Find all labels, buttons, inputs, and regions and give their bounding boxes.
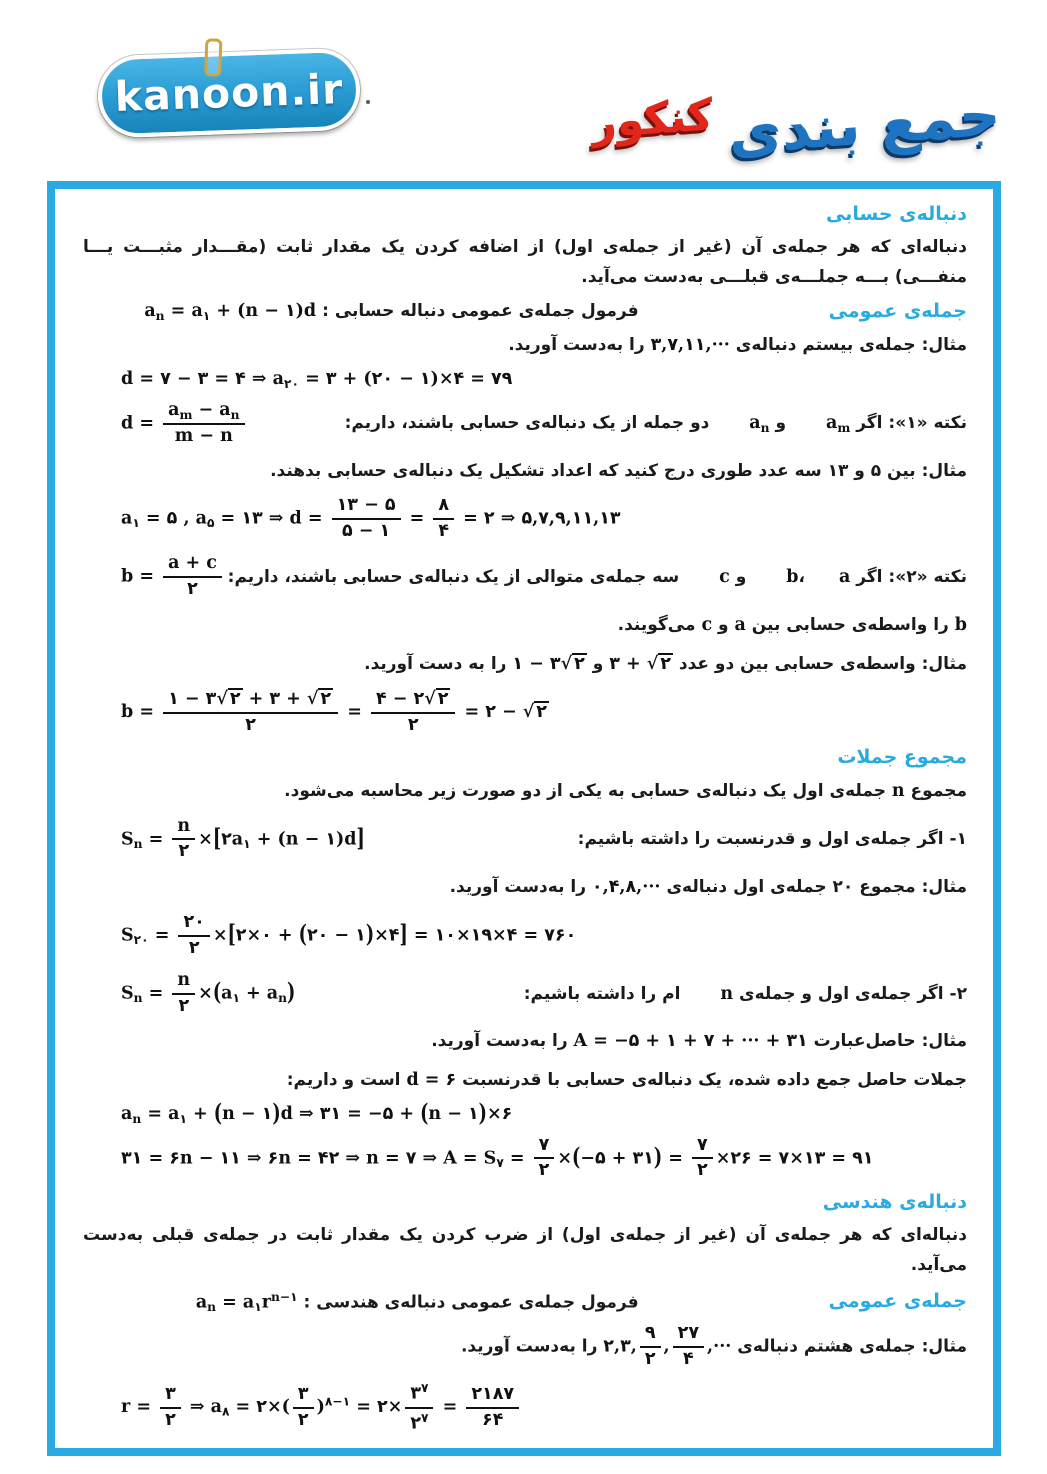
math-expression: $a_۱$ = ۵ , $a_۵$ = ۱۳ ⇒ d = $\frac{۱۳ - ۵}{۵ - ۱}$ = $\frac{۸}{۴}$ = ۲ ⇒ ۵,۷,۹,۱۱,۱۳ <box>121 494 621 544</box>
denominator: ۵ − ۱ <box>341 521 391 542</box>
note-row <box>83 552 967 602</box>
denominator: ۲ <box>178 841 190 862</box>
paragraph: مثال: مجموع ۲۰ جمله‌ی اول دنباله‌ی ۰,۴,۸,··· را به‌دست آورید. <box>83 872 967 903</box>
math-expression: a <box>838 567 851 588</box>
sqrt-radical: √ ۲ <box>216 689 241 710</box>
paperclip-icon <box>204 38 222 77</box>
bracket: ( <box>298 921 307 950</box>
formula-row <box>83 369 967 391</box>
sqrt-radical: √ ۲ <box>560 653 585 674</box>
math-expression: a <box>734 614 746 635</box>
paragraph: مثال: جمله‌ی هشتم دنباله‌ی ۲,۳, $\frac{۹}{۲}$ , $\frac{۲۷}{۴}$ ,··· را به‌دست آورید. <box>83 1322 967 1372</box>
logo-pill <box>97 47 362 138</box>
fraction <box>371 687 455 738</box>
logo-dot <box>366 100 370 104</box>
paragraph: مجموع n جمله‌ی اول یک دنباله‌ی حسابی به یکی از دو صورت زیر محاسبه می‌شود. <box>83 776 967 807</box>
denominator: ۲ <box>188 937 200 958</box>
fraction <box>692 1134 713 1184</box>
numerator: $a_m - a_n$ <box>163 399 244 425</box>
denominator: ۶۴ <box>482 1409 504 1430</box>
sqrt-radical: √ ۲ <box>646 653 671 674</box>
math-expression: ۱ − ۳√ ۲ <box>512 649 586 680</box>
note-row <box>83 815 967 865</box>
bracket: ( <box>212 979 222 1008</box>
paragraph: مثال: جمله‌ی بیستم دنباله‌ی ۳,۷,۱۱,··· را به‌دست آورید. <box>83 330 967 361</box>
formula-row <box>83 1099 967 1128</box>
fraction <box>163 552 222 602</box>
content-box <box>47 181 1001 1456</box>
title-part-red: کنکور <box>589 89 715 149</box>
denominator: ۲ <box>165 1409 176 1430</box>
math-expression: b <box>786 567 799 588</box>
bracket: ] <box>399 921 408 950</box>
paragraph: دنباله‌ای که هر جمله‌ی آن (غیر از جمله‌ی اول) از ضرب کردن یک مقدار ثابت در جمله‌ی قبلی به‌دست می‌آید. <box>83 1225 967 1275</box>
fraction <box>466 1383 519 1433</box>
content-rows <box>83 203 967 1436</box>
paragraph: مثال: بین ۵ و ۱۳ سه عدد طوری درج کنید که اعداد تشکیل یک دنباله‌ی حسابی بدهند. <box>270 460 967 481</box>
bracket: [ <box>227 921 236 950</box>
section-heading: دنباله‌ی حسابی <box>826 203 967 225</box>
note-text: نکته «۲»: اگر a،b و c سه جمله‌ی متوالی از یک دنباله‌ی حسابی باشند، داریم: <box>227 567 967 588</box>
math-expression: $S_{۲۰}$ = $\frac{۲۰}{۲}$ ×[۲×۰ + (۲۰ − ۱)×۴] = ۱۰×۱۹×۴ = ۷۶۰ <box>121 911 576 961</box>
radicand: ۲ <box>320 689 332 710</box>
math-expression: d = $\frac{a_m - a_n}{m - n}$ <box>121 399 248 449</box>
general-term-row <box>83 1289 967 1314</box>
math-expression: ۳ + √ ۲ <box>609 649 673 680</box>
denominator: ۲ <box>407 715 419 736</box>
formula-row <box>83 1134 967 1184</box>
note-text: ۲- اگر جمله‌ی اول و جمله‌ی n ام را داشته باشیم: <box>523 983 967 1004</box>
bracket: ) <box>653 1143 663 1172</box>
denominator: ۲ <box>297 1409 309 1430</box>
math-expression: n <box>891 780 905 801</box>
math-expression: $a_m$ <box>825 412 851 435</box>
labeled-formula: فرمول جمله‌ی عمومی دنباله‌ی هندسی : $a_n = a_۱r^{n-۱}$ <box>195 1288 639 1314</box>
math-expression: A = −۵ + ۱ + ۷ + ··· + ۳۱ <box>573 1031 808 1052</box>
labeled-formula: فرمول جمله‌ی عمومی دنباله حسابی : $a_n = a_۱ + (n$ − ۱)d <box>144 300 639 323</box>
radicand: ۲ <box>536 702 547 723</box>
sqrt-radical: √ ۲ <box>522 702 547 723</box>
formula-row <box>83 687 967 738</box>
numerator: ۸ <box>433 494 454 520</box>
title-part-blue: جمع بندی <box>725 80 1003 168</box>
numerator: ۴ − ۲√ ۲ <box>371 687 455 714</box>
math-expression: b <box>954 614 967 635</box>
formula-row <box>83 1379 967 1436</box>
bracket: ( <box>213 1099 223 1128</box>
formula-row <box>83 911 967 961</box>
radicand: ۲ <box>574 653 585 674</box>
fraction <box>640 1322 661 1372</box>
number-sequence: ۰,۴,۸,··· <box>591 877 661 898</box>
numerator: ۳ <box>160 1383 181 1409</box>
paragraph: b را واسطه‌ی حسابی بین a و c می‌گویند. <box>83 610 967 641</box>
fraction <box>178 911 209 961</box>
math-expression: $S_n$ = $\frac{n}{۲}$ $\times(a_۱ + a_n)$ <box>121 969 295 1019</box>
denominator: $۲^۷$ <box>410 1409 429 1434</box>
math-expression: $a_n = a_۱r^{n-۱}$ <box>195 1288 298 1314</box>
bracket: ) <box>365 921 375 950</box>
denominator: ۴ <box>682 1348 694 1369</box>
fraction <box>405 1379 433 1436</box>
numerator: ۹ <box>640 1322 661 1348</box>
fraction <box>673 1322 704 1372</box>
numerator: ۲۷ <box>673 1322 704 1348</box>
sqrt-radical: √ ۲ <box>424 689 449 710</box>
fraction <box>172 815 195 865</box>
general-term-row <box>83 300 967 322</box>
math-expression: $a_n = a_۱ + (n$ − ۱)d ⇒ ۳۱ = −۵ + (n − ۱)×۶ <box>121 1099 513 1128</box>
math-expression: $S_n$ = $\frac{n}{۲}$ $\times[۲a_۱ + (n$ − ۱)d] <box>121 815 365 865</box>
sqrt-radical: √ ۲ <box>306 689 332 710</box>
section-heading: دنباله‌ی هندسی <box>822 1191 967 1214</box>
numerator: ۷ <box>692 1134 713 1160</box>
radicand: ۲ <box>437 689 449 710</box>
formula-label: فرمول جمله‌ی عمومی دنباله حسابی <box>334 300 639 321</box>
page-title <box>576 33 1003 172</box>
denominator: ۲ <box>187 579 198 600</box>
bracket: ( <box>420 1099 429 1128</box>
radicand: ۲ <box>229 689 241 710</box>
logo-text: kanoon.ir <box>113 65 345 121</box>
fraction <box>163 399 244 449</box>
numerator: a + c <box>163 552 222 578</box>
formula-row <box>83 494 967 544</box>
math-expression: d = ۶ <box>406 1070 457 1091</box>
denominator: m − n <box>174 425 233 446</box>
paragraph: مثال: واسطه‌ی حسابی بین دو عدد ۳ + √ ۲ و ۱ − ۳√ ۲ را به دست آورید. <box>83 649 967 680</box>
numerator: ۱ − ۳√ ۲ + ۳ + √ ۲ <box>163 687 338 714</box>
numerator: n <box>172 815 195 841</box>
paragraph: مثال: حاصل‌عبارت A = −۵ + ۱ + ۷ + ··· + ۳۱ را به‌دست آورید. <box>83 1026 967 1057</box>
fraction <box>332 494 401 544</box>
radicand: ۲ <box>660 653 671 674</box>
bracket: ( <box>572 1143 581 1172</box>
bracket: ] <box>356 824 365 853</box>
bracket: ) <box>478 1099 487 1128</box>
denominator: ۲ <box>644 1348 656 1369</box>
fraction <box>172 969 195 1019</box>
denominator: ۲ <box>245 715 256 736</box>
math-expression: ۲,۳, $\frac{۹}{۲}$ , $\frac{۲۷}{۴}$ ,··· <box>603 1322 731 1372</box>
section-heading: جمله‌ی عمومی <box>828 300 967 323</box>
section-heading: مجموع جملات <box>837 745 967 768</box>
fraction <box>534 1134 555 1184</box>
math-expression: c <box>701 614 713 635</box>
math-expression: b = $\frac{a + c}{۲}$ <box>121 552 225 602</box>
math-expression: ۳۱ = ۶n − ۱۱ ⇒ ۶n = ۴۲ ⇒ n = ۷ ⇒ $A = S_۷$ = $\frac{۷}{۲}$ ×(−۵ + ۳۱) = $\frac{۷}{۲}$ ×۲۶ = ۷×۱۳ = ۹۱ <box>121 1134 873 1184</box>
numerator: ۷ <box>534 1134 555 1160</box>
numerator: ۲۰ <box>178 911 209 937</box>
formula-label: فرمول جمله‌ی عمومی دنباله‌ی هندسی <box>316 1291 639 1312</box>
math-expression: b = $\frac{۱ - ۳√ ۲ + ۳ + √ ۲}{۲}$ = $\frac{۴ - ۲√ ۲}{۲}$ = ۲ − √ ۲ <box>121 687 549 738</box>
fraction <box>163 687 338 738</box>
number-sequence: ۳,۷,۱۱,··· <box>650 335 730 356</box>
numerator: $۳^۷$ <box>405 1379 433 1408</box>
math-expression: d = ۷ − ۳ = ۴ ⇒ $a_{۲۰}$ = ۳ + (۲۰ − ۱)×۴ = ۷۹ <box>121 369 513 391</box>
denominator: ۴ <box>438 521 450 542</box>
numerator: ۲۱۸۷ <box>466 1383 519 1409</box>
numerator: ۳ <box>293 1383 314 1409</box>
paragraph: دنباله‌ای که هر جمله‌ی آن (غیر از جمله‌ی اول) از اضافه کردن یک مقدار ثابت (مقـــدار مثبـــت یـــا منفـــی) بـــه جملـــه‌ی قبلـــی به‌دست می‌آید. <box>83 236 967 287</box>
bracket: ) <box>272 1099 281 1128</box>
note-row <box>83 399 967 449</box>
math-expression: r = $\frac{۳}{۲}$ ⇒ $a_۸$ = ۲×( $\frac{۳}{۲}$ )$^{۸-۱}$ = ۲× $\frac{۳^۷}{۲^۷}$ = $\frac{۲۱۸۷}{۶۴}$ <box>121 1379 522 1436</box>
numerator: ۱۳ − ۵ <box>332 494 401 520</box>
bracket: ) <box>287 979 296 1008</box>
note-text: نکته «۱»: اگر $a_m$ و $a_n$ دو جمله از یک دنباله‌ی حسابی باشند، داریم: <box>344 412 967 435</box>
note-text: ۱- اگر جمله‌ی اول و قدرنسبت را داشته باشیم: <box>577 829 967 850</box>
kanoon-logo <box>97 47 362 138</box>
numerator: n <box>172 969 195 995</box>
denominator: ۲ <box>697 1160 708 1181</box>
note-row <box>83 969 967 1019</box>
math-expression: c <box>719 567 730 588</box>
fraction <box>293 1383 314 1433</box>
section-heading: جمله‌ی عمومی <box>828 1290 967 1313</box>
math-expression: n <box>720 983 734 1004</box>
fraction <box>433 494 454 544</box>
denominator: ۲ <box>178 995 190 1016</box>
paragraph: جملات حاصل جمع داده شده، یک دنباله‌ی حسابی با قدرنسبت d = ۶ است و داریم: <box>83 1065 967 1096</box>
denominator: ۲ <box>538 1160 550 1181</box>
fraction <box>160 1383 181 1433</box>
bracket: [ <box>212 824 222 853</box>
math-expression: $a_n$ <box>749 412 770 435</box>
math-expression: $a_n = a_۱ + (n$ − ۱)d <box>144 300 317 323</box>
